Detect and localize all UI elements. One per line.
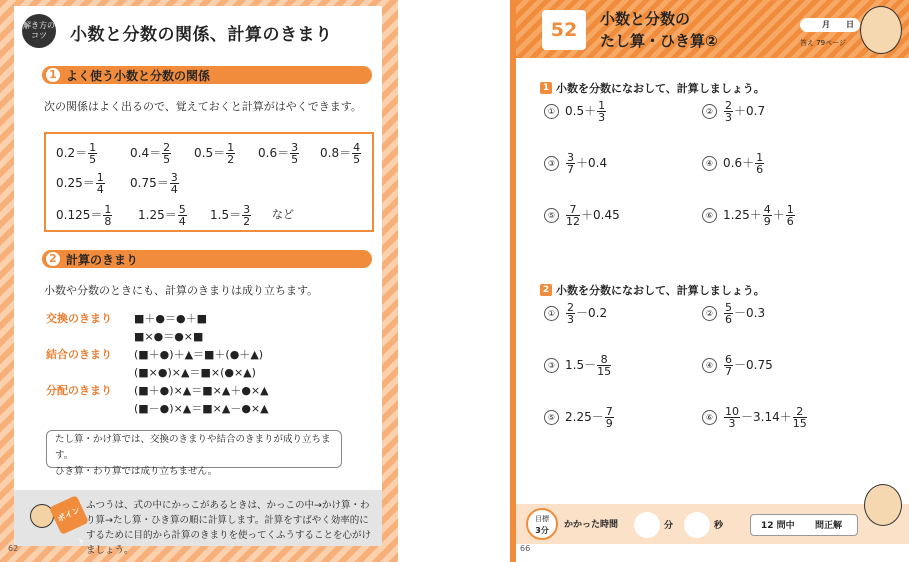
day-label: 日 [846, 20, 854, 29]
goal-value: 3分 [535, 526, 549, 535]
rule-label-commutative: 交換のきまり [46, 312, 112, 325]
lesson-title-line2: たし算・ひき算② [600, 32, 718, 50]
numerator: 5 [178, 203, 186, 216]
fraction [724, 354, 733, 377]
denominator: 6 [786, 215, 794, 228]
fraction [226, 142, 235, 165]
fraction [724, 406, 740, 429]
denominator: 4 [96, 183, 104, 196]
numerator: 1 [104, 203, 112, 216]
expression-suffix: －0.2 [576, 306, 608, 320]
equals-sign: ＝ [164, 208, 177, 222]
numerator: 1 [89, 141, 97, 154]
denominator: 2 [227, 153, 235, 166]
lesson-title [600, 8, 718, 52]
decimal-value: 0.6 [258, 146, 278, 160]
problem-item [702, 204, 796, 230]
month-label: 月 [822, 20, 830, 29]
numerator: 1 [96, 171, 104, 184]
numerator: 1 [227, 141, 235, 154]
relation-equation [258, 142, 300, 165]
problem-number: ⑥ [702, 410, 717, 425]
numerator: 5 [725, 301, 732, 314]
rule-label-associative: 結合のきまり [46, 348, 112, 361]
question-number: 1 [540, 82, 552, 94]
denominator: 7 [567, 163, 574, 176]
problem-item [544, 204, 620, 230]
relation-equation [56, 172, 106, 195]
decimal-value: 0.75 [130, 176, 157, 190]
expression-middle: －3.14＋ [741, 410, 792, 424]
section-number: 2 [46, 252, 60, 266]
expression-suffix: ＋0.45 [581, 208, 620, 222]
fraction [597, 354, 611, 377]
section-header-1 [42, 66, 372, 84]
answer-reference: 答え 79ページ [800, 39, 846, 47]
problem-number: ⑤ [544, 208, 559, 223]
numerator: 1 [786, 203, 794, 216]
expression-middle: ＋ [772, 208, 785, 222]
fraction [755, 152, 764, 175]
rule-expression: (■＋●)×▲＝■×▲＋●×▲ [134, 384, 269, 397]
denominator: 9 [763, 215, 771, 228]
problem-item [702, 354, 773, 380]
equals-sign: ＝ [156, 176, 169, 190]
problem-number: ⑤ [544, 410, 559, 425]
problem-number: ① [544, 104, 559, 119]
denominator: 6 [725, 313, 732, 326]
relation-equation [320, 142, 362, 165]
expression-suffix: －0.3 [734, 306, 766, 320]
expression-prefix: 0.5＋ [565, 104, 597, 118]
relation-equation [56, 142, 98, 165]
decimal-value: 0.125 [56, 208, 91, 222]
question-number: 2 [540, 284, 552, 296]
problem-item [544, 406, 615, 432]
denominator: 4 [170, 183, 178, 196]
note-line: たし算・かけ算では、交換のきまりや結合のきまりが成り立ちます。 [55, 434, 331, 461]
note-line: ひき算・わり算では成り立ちません。 [55, 466, 218, 477]
fraction [566, 152, 575, 175]
section-label: 計算のきまり [66, 253, 139, 267]
equals-sign: ＝ [213, 146, 226, 160]
denominator: 3 [567, 313, 574, 326]
etc-label: など [272, 208, 294, 221]
numerator: 2 [793, 406, 807, 418]
decimal-value: 0.25 [56, 176, 83, 190]
problem-number: ① [544, 306, 559, 321]
right-page [510, 0, 909, 562]
equals-sign: ＝ [277, 146, 290, 160]
rule-expression: (■×●)×▲＝■×(●×▲) [134, 366, 256, 379]
fraction [605, 406, 614, 429]
decimal-value: 0.8 [320, 146, 340, 160]
left-page [0, 0, 398, 562]
denominator: 15 [792, 417, 807, 430]
boy-character-icon [864, 484, 902, 526]
problem-item [702, 152, 765, 178]
fraction [290, 142, 299, 165]
denominator: 5 [163, 153, 171, 166]
denominator: 15 [597, 365, 612, 378]
numerator: 10 [725, 405, 739, 418]
tips-badge: 解き方のコツ [22, 14, 56, 48]
decimal-value: 1.5 [210, 208, 230, 222]
denominator: 5 [89, 153, 97, 166]
fraction [242, 204, 251, 227]
problem-number: ② [702, 306, 717, 321]
denominator: 5 [353, 153, 361, 166]
expression-suffix: ＋0.4 [576, 156, 608, 170]
relation-equation [56, 204, 113, 227]
rule-expression: (■＋●)＋▲＝■＋(●＋▲) [134, 348, 264, 361]
equals-sign: ＝ [149, 146, 162, 160]
rule-expression: ■＋●＝●＋■ [134, 312, 207, 325]
denominator: 8 [104, 215, 112, 228]
note-box [46, 430, 342, 477]
page-title: 小数と分数の関係、計算のきまり [70, 25, 333, 45]
numerator: 3 [291, 141, 299, 154]
expression-prefix: 1.25＋ [723, 208, 762, 222]
decimal-value: 0.5 [194, 146, 214, 160]
denominator: 4 [178, 215, 186, 228]
seconds-unit: 秒 [714, 521, 724, 531]
lesson-title-line1: 小数と分数の [600, 10, 691, 28]
denominator: 12 [566, 215, 580, 228]
problem-number: ③ [544, 156, 559, 171]
fraction [352, 142, 361, 165]
numerator: 1 [598, 99, 606, 112]
section-label: よく使う小数と分数の関係 [66, 69, 211, 83]
decimal-value: 0.2 [56, 146, 76, 160]
numerator: 8 [597, 354, 611, 366]
left-page-content [14, 6, 382, 556]
problem-item [702, 100, 765, 126]
score-correct-label: 問正解 [815, 521, 843, 531]
problem-item [702, 406, 808, 432]
denominator: 2 [243, 215, 251, 228]
problem-number: ⑥ [702, 208, 717, 223]
fraction [597, 100, 606, 123]
rule-expression: ■×●＝●×■ [134, 330, 204, 343]
equals-sign: ＝ [75, 146, 88, 160]
numerator: 2 [163, 141, 171, 154]
numerator: 6 [725, 353, 732, 366]
section-header-2 [42, 250, 372, 268]
fraction [566, 302, 575, 325]
problem-item [544, 354, 612, 380]
equals-sign: ＝ [90, 208, 103, 222]
relation-equation [130, 142, 172, 165]
numerator: 4 [763, 203, 771, 216]
denominator: 7 [725, 365, 732, 378]
question-instruction: 小数を分数になおして、計算しましょう。 [556, 284, 765, 297]
decimal-value: 1.25 [138, 208, 165, 222]
rules-intro: 小数や分数のときにも、計算のきまりは成り立ちます。 [44, 284, 319, 297]
question-instruction: 小数を分数になおして、計算しましょう。 [556, 82, 765, 95]
equals-sign: ＝ [339, 146, 352, 160]
decimal-value: 0.4 [130, 146, 150, 160]
fraction [178, 204, 187, 227]
expression-suffix: －0.75 [734, 358, 773, 372]
problem-item [544, 152, 607, 178]
intro-text: 次の関係はよく出るので、覚えておくと計算がはやくできます。 [44, 100, 362, 113]
equals-sign: ＝ [229, 208, 242, 222]
numerator: 3 [170, 171, 178, 184]
seconds-field[interactable] [684, 512, 710, 538]
expression-prefix: 2.25－ [565, 410, 604, 424]
problem-number: ④ [702, 156, 717, 171]
problem-item [544, 100, 607, 126]
fraction [763, 204, 772, 227]
problem-item [702, 302, 765, 328]
numerator: 3 [567, 151, 574, 164]
denominator: 3 [728, 417, 736, 430]
goal-label: 目標 [535, 515, 549, 523]
minutes-field[interactable] [634, 512, 660, 538]
numerator: 3 [243, 203, 251, 216]
numerator: 4 [353, 141, 361, 154]
rule-label-distributive: 分配のきまり [46, 384, 112, 397]
fraction [96, 172, 105, 195]
teacher-character-icon [860, 6, 902, 54]
numerator: 1 [756, 151, 764, 164]
fraction [88, 142, 97, 165]
denominator: 9 [605, 417, 613, 430]
fraction [724, 302, 733, 325]
page-number: 66 [520, 544, 531, 553]
tip-text: ふつうは、式の中にかっこがあるときは、かっこの中→かけ算・わり算→たし算・ひき算の順に計算します。計算をすばやく効率的にするために目的から計算のきまりを使ってくふうすることを心がけましょう。 [86, 500, 372, 556]
problem-item [544, 302, 607, 328]
score-box [750, 514, 858, 536]
fraction [103, 204, 112, 227]
lesson-number: 52 [542, 10, 586, 50]
denominator: 3 [725, 111, 732, 124]
fraction [786, 204, 795, 227]
problem-number: ② [702, 104, 717, 119]
page-number: 62 [8, 544, 19, 553]
fraction [162, 142, 171, 165]
relation-equation [138, 204, 188, 227]
goal-badge [526, 508, 558, 540]
time-label: かかった時間 [564, 520, 619, 530]
numerator: 2 [567, 301, 574, 314]
score-total: 12 問中 [761, 521, 795, 531]
expression-prefix: 1.5－ [565, 358, 597, 372]
denominator: 6 [756, 163, 764, 176]
denominator: 3 [598, 111, 606, 124]
problem-number: ④ [702, 358, 717, 373]
equals-sign: ＝ [82, 176, 95, 190]
relations-box [44, 132, 374, 232]
numerator: 2 [725, 99, 732, 112]
point-tag: ポイント [49, 495, 89, 535]
numerator: 7 [605, 405, 613, 418]
expression-prefix: 0.6＋ [723, 156, 755, 170]
minutes-unit: 分 [664, 521, 674, 531]
relation-equation [194, 142, 236, 165]
rule-expression: (■－●)×▲＝■×▲－●×▲ [134, 402, 269, 415]
expression-suffix: ＋0.7 [734, 104, 766, 118]
date-field [800, 18, 860, 32]
relation-equation [210, 204, 252, 227]
fraction [793, 406, 807, 429]
problem-number: ③ [544, 358, 559, 373]
fraction [566, 204, 580, 227]
section-number: 1 [46, 68, 60, 82]
relation-equation [130, 172, 180, 195]
denominator: 5 [291, 153, 299, 166]
fraction [724, 100, 733, 123]
fraction [170, 172, 179, 195]
numerator: 7 [566, 204, 580, 216]
